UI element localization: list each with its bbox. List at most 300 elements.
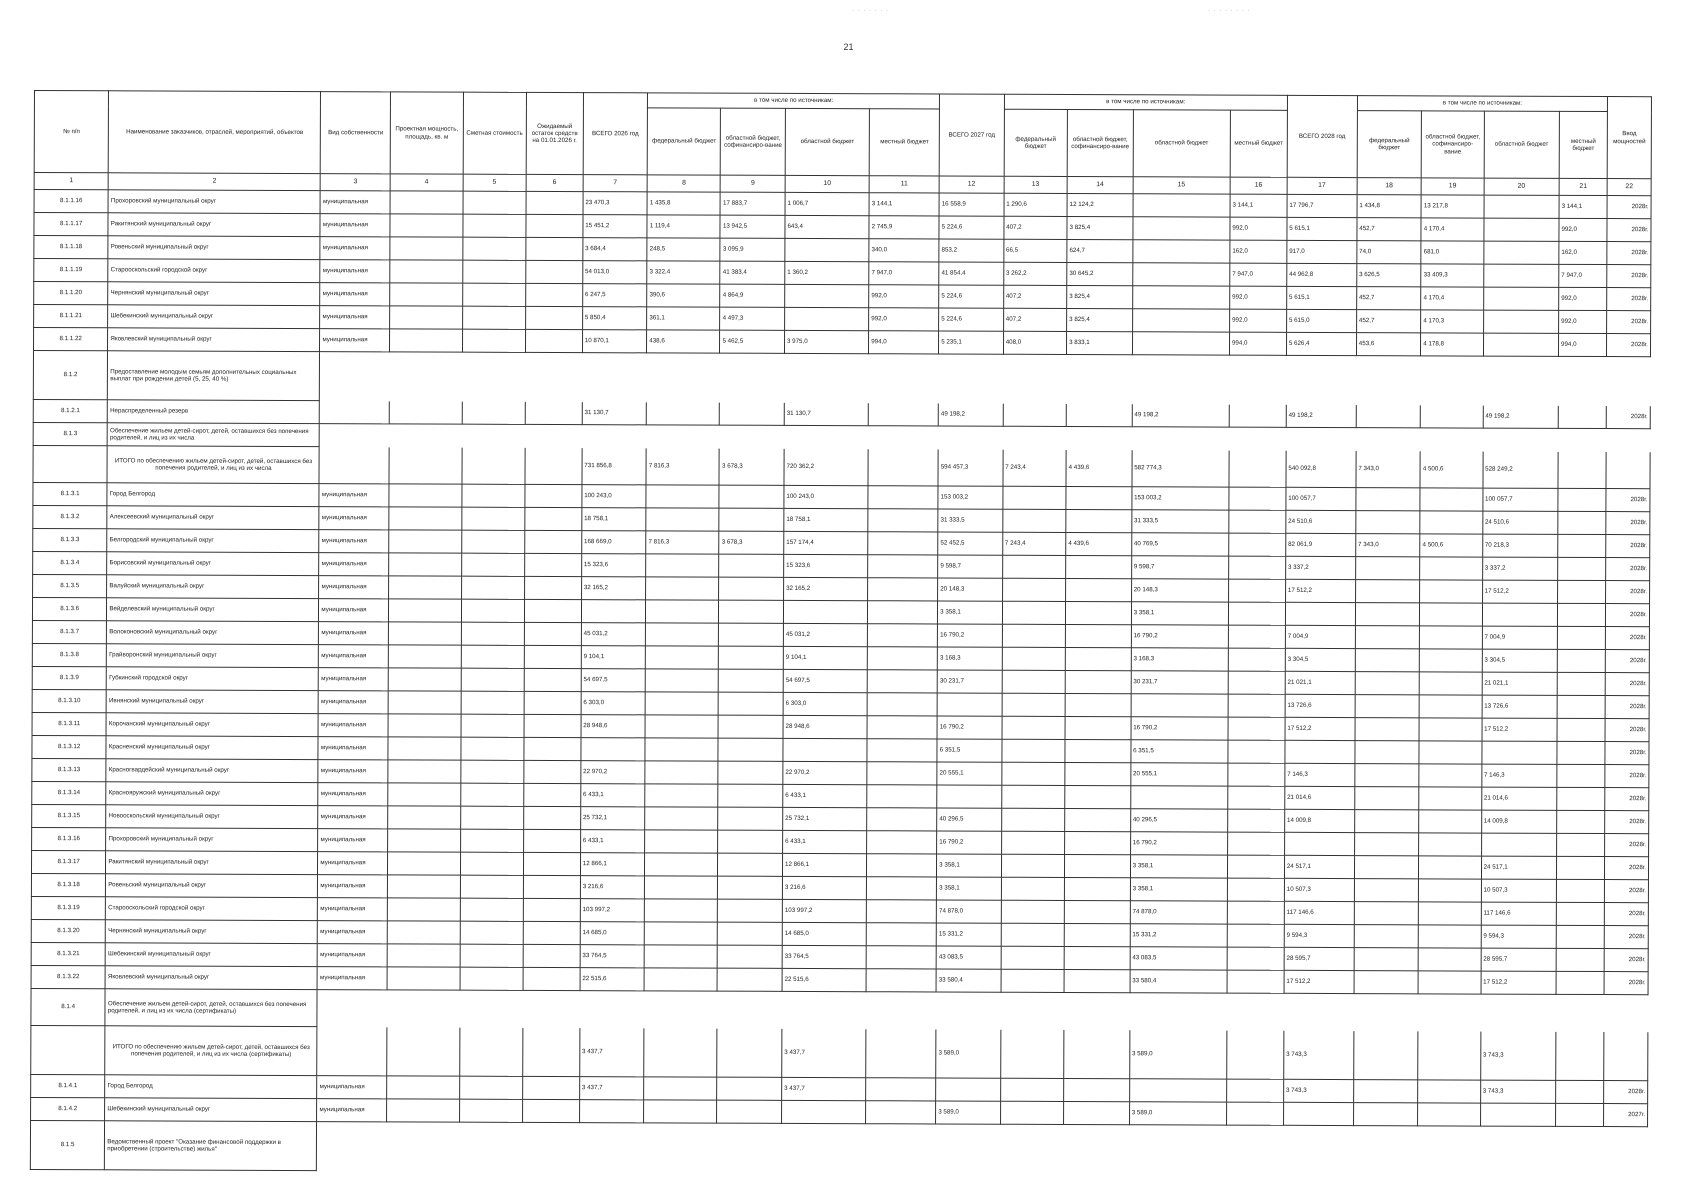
value-cell bbox=[644, 968, 717, 991]
value-cell bbox=[460, 921, 523, 944]
value-cell bbox=[1132, 309, 1229, 332]
row-ownership: муниципальная bbox=[318, 898, 388, 921]
value-cell bbox=[783, 738, 867, 761]
row-name: ИТОГО по обеспечению жильем детей-сирот, детей, оставшихся без попечения родителей, и лиц из их числа (сертификаты) bbox=[105, 1026, 317, 1076]
value-cell bbox=[460, 875, 523, 898]
value-cell bbox=[461, 553, 524, 576]
row-code: 8.1.3.19 bbox=[31, 896, 105, 919]
value-cell: 453,6 bbox=[1356, 333, 1421, 356]
value-cell bbox=[523, 829, 580, 852]
section-filler bbox=[320, 352, 1651, 406]
value-cell: 5 615,1 bbox=[1287, 217, 1357, 240]
value-cell bbox=[460, 852, 523, 875]
value-cell: 44 962,8 bbox=[1287, 263, 1357, 286]
commission-year: 2028г. bbox=[1604, 1081, 1648, 1104]
value-cell bbox=[718, 945, 783, 968]
value-cell: 992,0 bbox=[869, 308, 939, 331]
value-cell bbox=[526, 191, 583, 214]
value-cell bbox=[645, 715, 718, 738]
value-cell bbox=[1356, 488, 1421, 511]
value-cell bbox=[581, 738, 646, 761]
value-cell bbox=[1066, 403, 1132, 426]
value-cell: 22 515,6 bbox=[782, 968, 866, 991]
value-cell bbox=[389, 484, 461, 507]
value-cell: 21 014,6 bbox=[1285, 786, 1355, 809]
value-cell bbox=[719, 669, 784, 692]
section-row bbox=[33, 351, 1650, 406]
value-cell bbox=[868, 403, 938, 426]
value-cell: 13 726,6 bbox=[1482, 695, 1558, 718]
row-name: Ивнянский муниципальный округ bbox=[106, 690, 318, 714]
value-cell bbox=[1354, 948, 1419, 971]
value-cell: 5 224,6 bbox=[939, 285, 1004, 308]
value-cell: 16 790,2 bbox=[938, 624, 1003, 647]
value-cell: 45 031,2 bbox=[783, 623, 867, 646]
value-cell bbox=[1356, 511, 1421, 534]
row-code: 8.1.3.17 bbox=[31, 850, 105, 873]
value-cell: 3 437,7 bbox=[579, 1028, 644, 1077]
value-cell bbox=[1064, 923, 1130, 946]
value-cell: 13 726,6 bbox=[1285, 694, 1355, 717]
value-cell bbox=[1484, 195, 1560, 218]
value-cell: 49 198,2 bbox=[938, 403, 1003, 426]
value-cell bbox=[1065, 693, 1131, 716]
value-cell bbox=[1557, 672, 1605, 695]
value-cell bbox=[390, 191, 462, 214]
commission-year: 2028г. bbox=[1605, 673, 1649, 696]
value-cell: 162,0 bbox=[1230, 240, 1287, 263]
value-cell: 3 684,4 bbox=[583, 238, 648, 261]
value-cell: 3 358,1 bbox=[1130, 855, 1227, 878]
value-cell bbox=[646, 646, 719, 669]
header-capacity: Проектная мощность, площадь, кв. м bbox=[391, 92, 463, 174]
value-cell: 49 198,2 bbox=[1483, 405, 1559, 428]
value-cell bbox=[868, 555, 938, 578]
row-name: Новооскольский муниципальный округ bbox=[106, 805, 318, 829]
value-cell bbox=[524, 599, 581, 622]
value-cell bbox=[1228, 809, 1285, 832]
value-cell: 20 555,1 bbox=[937, 762, 1002, 785]
value-cell bbox=[867, 854, 937, 877]
value-cell: 7 947,0 bbox=[1559, 264, 1607, 287]
value-cell: 54 697,5 bbox=[783, 669, 867, 692]
commission-year: 2028г. bbox=[1604, 972, 1648, 995]
value-cell bbox=[461, 530, 524, 553]
value-cell bbox=[1354, 833, 1419, 856]
value-cell bbox=[866, 969, 936, 992]
value-cell: 3 358,1 bbox=[1130, 878, 1227, 901]
row-code: 8.1.1.17 bbox=[34, 213, 108, 236]
value-cell bbox=[719, 577, 784, 600]
value-cell bbox=[1002, 624, 1065, 647]
value-cell: 3 589,0 bbox=[1129, 1030, 1226, 1079]
value-cell bbox=[1558, 557, 1606, 580]
value-cell: 100 057,7 bbox=[1286, 487, 1356, 510]
commission-year: 2028г. bbox=[1606, 627, 1650, 650]
value-cell: 3 743,3 bbox=[1284, 1030, 1354, 1079]
value-cell: 157 174,4 bbox=[784, 531, 868, 554]
row-name: Корочанский муниципальный округ bbox=[106, 713, 318, 737]
column-number: 12 bbox=[939, 176, 1004, 193]
row-name: Прохоровский муниципальный округ bbox=[108, 190, 320, 214]
commission-year: 2028г. bbox=[1604, 926, 1648, 949]
header-local: местный бюджет bbox=[1230, 110, 1287, 177]
row-name: Валуйский муниципальный округ bbox=[107, 575, 319, 599]
value-cell bbox=[1556, 856, 1604, 879]
value-cell bbox=[1064, 1029, 1130, 1078]
value-cell: 4 864,9 bbox=[720, 284, 785, 307]
value-cell: 17 512,2 bbox=[1284, 970, 1354, 993]
value-cell: 28 948,6 bbox=[783, 715, 867, 738]
value-cell: 9 598,7 bbox=[938, 555, 1003, 578]
value-cell bbox=[1353, 1080, 1418, 1103]
value-cell bbox=[1132, 286, 1229, 309]
value-cell: 18 758,1 bbox=[784, 508, 868, 531]
value-cell: 3 825,4 bbox=[1067, 308, 1133, 331]
value-cell bbox=[1227, 947, 1284, 970]
header-estimate: Сметная стоимость bbox=[463, 92, 527, 174]
header-owner: Вид собственности bbox=[321, 92, 391, 174]
value-cell: 7 947,0 bbox=[1230, 263, 1287, 286]
value-cell bbox=[645, 784, 718, 807]
row-name: Старооскольский городской округ bbox=[106, 897, 318, 921]
value-cell: 3 437,7 bbox=[782, 1077, 866, 1100]
value-cell bbox=[868, 601, 938, 624]
value-cell: 5 235,1 bbox=[939, 331, 1004, 354]
value-cell bbox=[1484, 218, 1560, 241]
commission-year: 2028г. bbox=[1607, 288, 1651, 311]
value-cell bbox=[1133, 194, 1230, 217]
value-cell bbox=[718, 807, 783, 830]
commission-year: 2028г. bbox=[1606, 406, 1650, 429]
value-cell bbox=[524, 576, 581, 599]
column-number: 9 bbox=[721, 175, 786, 192]
value-cell: 16 790,2 bbox=[1131, 625, 1228, 648]
value-cell bbox=[645, 876, 718, 899]
value-cell bbox=[1481, 833, 1557, 856]
row-ownership: муниципальная bbox=[320, 214, 390, 237]
value-cell bbox=[1355, 580, 1420, 603]
value-cell bbox=[460, 783, 523, 806]
value-cell bbox=[462, 260, 525, 283]
value-cell bbox=[1419, 879, 1481, 902]
value-cell: 43 083,5 bbox=[936, 946, 1001, 969]
value-cell: 31 333,5 bbox=[1131, 510, 1228, 533]
value-cell bbox=[390, 401, 462, 424]
value-cell bbox=[1557, 764, 1605, 787]
value-cell: 540 092,8 bbox=[1286, 450, 1356, 487]
row-code: 8.1.1.16 bbox=[34, 190, 108, 213]
value-cell: 10 507,3 bbox=[1284, 878, 1354, 901]
value-cell: 15 323,6 bbox=[784, 554, 868, 577]
value-cell bbox=[1228, 763, 1285, 786]
value-cell: 33 764,5 bbox=[782, 945, 866, 968]
commission-year bbox=[1604, 1032, 1648, 1081]
value-cell bbox=[524, 714, 581, 737]
value-cell: 5 615,1 bbox=[1286, 286, 1356, 309]
value-cell bbox=[868, 532, 938, 555]
value-cell bbox=[1001, 900, 1064, 923]
value-cell bbox=[1001, 946, 1064, 969]
value-cell: 5 626,4 bbox=[1286, 332, 1356, 355]
value-cell: 22 970,2 bbox=[783, 761, 867, 784]
value-cell bbox=[645, 830, 718, 853]
row-name: Ровеньский муниципальный округ bbox=[106, 874, 318, 898]
row-name: Красногвардейский муниципальный округ bbox=[106, 759, 318, 783]
value-cell bbox=[1229, 450, 1286, 487]
row-name: Белгородский муниципальный округ bbox=[107, 529, 319, 553]
value-cell bbox=[525, 484, 582, 507]
header-total-2027: ВСЕГО 2027 год bbox=[939, 94, 1004, 176]
row-name: Шебекинский муниципальный округ bbox=[105, 1098, 317, 1122]
value-cell bbox=[785, 238, 869, 261]
value-cell: 15 331,2 bbox=[936, 923, 1001, 946]
header-regional: областной бюджет bbox=[785, 108, 869, 175]
value-cell: 23 470,3 bbox=[583, 192, 648, 215]
row-name: Ровеньский муниципальный округ bbox=[108, 236, 320, 260]
value-cell bbox=[1065, 624, 1131, 647]
value-cell bbox=[462, 401, 525, 424]
page-number: 21 bbox=[843, 42, 854, 52]
value-cell bbox=[1355, 603, 1420, 626]
table-header bbox=[34, 91, 1651, 196]
value-cell bbox=[719, 646, 784, 669]
header-regional: областной бюджет bbox=[1484, 111, 1560, 178]
commission-year: 2028г. bbox=[1605, 742, 1649, 765]
value-cell bbox=[1556, 925, 1604, 948]
value-cell bbox=[1556, 1080, 1604, 1103]
value-cell bbox=[1229, 404, 1286, 427]
row-code: 8.1.1.20 bbox=[34, 282, 108, 305]
commission-year: 2028г. bbox=[1607, 219, 1651, 242]
value-cell bbox=[1557, 649, 1605, 672]
value-cell bbox=[461, 691, 524, 714]
row-ownership: муниципальная bbox=[319, 599, 389, 622]
value-cell: 992,0 bbox=[1559, 218, 1607, 241]
value-cell: 3 437,7 bbox=[579, 1077, 644, 1100]
value-cell bbox=[1480, 1103, 1556, 1126]
value-cell: 117 146,6 bbox=[1284, 901, 1354, 924]
commission-year: 2028г. bbox=[1607, 334, 1651, 357]
value-cell bbox=[388, 737, 460, 760]
value-cell bbox=[867, 831, 937, 854]
value-cell bbox=[1228, 579, 1285, 602]
value-cell bbox=[525, 553, 582, 576]
value-cell: 4 170,4 bbox=[1421, 218, 1483, 241]
value-cell: 7 816,3 bbox=[646, 531, 719, 554]
value-cell: 32 165,2 bbox=[581, 577, 646, 600]
row-code: 8.1.1.21 bbox=[34, 305, 108, 328]
value-cell bbox=[937, 785, 1002, 808]
value-cell bbox=[462, 214, 525, 237]
value-cell bbox=[388, 806, 460, 829]
section-title: Обеспечение жильем детей-сирот, детей, оставшихся без попечения родителей, и лиц из их числа bbox=[107, 423, 319, 447]
commission-year: 2028г. bbox=[1604, 949, 1648, 972]
value-cell bbox=[1355, 649, 1420, 672]
value-cell: 452,7 bbox=[1356, 287, 1421, 310]
value-cell: 1 435,8 bbox=[647, 192, 720, 215]
value-cell bbox=[460, 806, 523, 829]
value-cell: 6 433,1 bbox=[581, 784, 646, 807]
value-cell bbox=[388, 783, 460, 806]
value-cell: 720 362,2 bbox=[784, 448, 868, 485]
value-cell bbox=[1227, 1079, 1284, 1102]
row-name: Шебекинский муниципальный округ bbox=[105, 943, 317, 967]
value-cell bbox=[1002, 509, 1065, 532]
value-cell: 3 262,2 bbox=[1003, 262, 1066, 285]
row-ownership: муниципальная bbox=[319, 553, 389, 576]
section-filler bbox=[317, 1122, 1648, 1176]
value-cell bbox=[1065, 854, 1131, 877]
row-code: 8.1.3.22 bbox=[31, 965, 105, 988]
row-name: Старооскольский городской округ bbox=[108, 259, 320, 283]
value-cell: 30 231,7 bbox=[937, 670, 1002, 693]
value-cell: 994,0 bbox=[1229, 332, 1286, 355]
value-cell: 20 148,3 bbox=[1131, 579, 1228, 602]
value-cell: 14 009,8 bbox=[1481, 810, 1557, 833]
value-cell: 3 743,3 bbox=[1480, 1031, 1556, 1080]
value-cell bbox=[867, 785, 937, 808]
row-ownership: муниципальная bbox=[318, 806, 388, 829]
value-cell bbox=[645, 761, 718, 784]
value-cell bbox=[1064, 969, 1130, 992]
value-cell bbox=[461, 645, 524, 668]
commission-year: 2028г. bbox=[1605, 719, 1649, 742]
value-cell: 4 500,6 bbox=[1420, 534, 1482, 557]
value-cell bbox=[460, 898, 523, 921]
value-cell: 7 146,3 bbox=[1481, 764, 1557, 787]
value-cell bbox=[1227, 855, 1284, 878]
value-cell bbox=[460, 967, 523, 990]
value-cell bbox=[389, 622, 461, 645]
value-cell: 43 083,5 bbox=[1130, 947, 1227, 970]
row-ownership: муниципальная bbox=[318, 944, 388, 967]
value-cell: 31 333,5 bbox=[938, 509, 1003, 532]
value-cell: 33 580,4 bbox=[936, 969, 1001, 992]
value-cell bbox=[460, 737, 523, 760]
value-cell bbox=[718, 761, 783, 784]
value-cell bbox=[390, 260, 462, 283]
row-ownership: муниципальная bbox=[318, 829, 388, 852]
value-cell bbox=[1419, 695, 1481, 718]
value-cell bbox=[1002, 693, 1065, 716]
value-cell bbox=[719, 715, 784, 738]
header-cofin: областной бюджет, софинансиро-вание bbox=[1421, 111, 1484, 178]
value-cell bbox=[1229, 510, 1286, 533]
value-cell bbox=[1353, 1103, 1418, 1126]
row-ownership: муниципальная bbox=[319, 691, 389, 714]
value-cell bbox=[717, 1028, 782, 1077]
value-cell bbox=[646, 554, 719, 577]
value-cell: 14 685,0 bbox=[580, 922, 645, 945]
value-cell bbox=[1483, 287, 1559, 310]
value-cell bbox=[525, 306, 582, 329]
row-code: 8.1.3.9 bbox=[32, 666, 106, 689]
value-cell bbox=[1000, 1101, 1063, 1124]
value-cell: 390,6 bbox=[647, 284, 720, 307]
value-cell bbox=[644, 1100, 717, 1123]
value-cell bbox=[1420, 511, 1482, 534]
value-cell bbox=[718, 922, 783, 945]
row-ownership: муниципальная bbox=[318, 783, 388, 806]
value-cell bbox=[866, 900, 936, 923]
value-cell bbox=[1227, 970, 1284, 993]
value-cell: 15 323,6 bbox=[581, 554, 646, 577]
value-cell bbox=[1557, 718, 1605, 741]
commission-year bbox=[1606, 452, 1650, 489]
value-cell: 66,5 bbox=[1004, 239, 1067, 262]
row-code: 8.1.3.3 bbox=[33, 528, 107, 551]
row-name: Красненский муниципальный округ bbox=[106, 736, 318, 760]
header-no: № п/п bbox=[34, 91, 109, 173]
total-row bbox=[33, 445, 1650, 488]
value-cell bbox=[1228, 648, 1285, 671]
value-cell bbox=[1418, 948, 1480, 971]
value-cell bbox=[523, 898, 580, 921]
value-cell bbox=[1227, 901, 1284, 924]
value-cell: 4 439,6 bbox=[1066, 532, 1132, 555]
value-cell bbox=[1130, 786, 1227, 809]
value-cell bbox=[523, 944, 580, 967]
value-cell bbox=[1228, 694, 1285, 717]
value-cell bbox=[461, 447, 525, 484]
value-cell bbox=[390, 306, 462, 329]
value-cell: 17 512,2 bbox=[1285, 579, 1355, 602]
value-cell bbox=[1419, 764, 1481, 787]
value-cell bbox=[526, 214, 583, 237]
value-cell: 992,0 bbox=[1230, 309, 1287, 332]
value-cell bbox=[646, 577, 719, 600]
value-cell: 31 130,7 bbox=[582, 402, 647, 425]
value-cell bbox=[1001, 969, 1064, 992]
row-code: 8.1.3 bbox=[33, 422, 107, 445]
value-cell bbox=[1065, 739, 1131, 762]
value-cell bbox=[1132, 332, 1229, 355]
value-cell: 17 512,2 bbox=[1481, 971, 1557, 994]
value-cell bbox=[1419, 787, 1481, 810]
value-cell bbox=[460, 760, 523, 783]
value-cell: 992,0 bbox=[1559, 310, 1607, 333]
value-cell: 117 146,6 bbox=[1481, 902, 1557, 925]
commission-year: 2028г. bbox=[1606, 558, 1650, 581]
value-cell: 16 790,2 bbox=[937, 716, 1002, 739]
value-cell bbox=[524, 737, 581, 760]
value-cell bbox=[1353, 1031, 1418, 1080]
value-cell: 17 796,7 bbox=[1287, 194, 1357, 217]
value-cell bbox=[1558, 488, 1606, 511]
value-cell bbox=[388, 875, 460, 898]
value-cell bbox=[1557, 810, 1605, 833]
commission-year: 2028г. bbox=[1605, 811, 1649, 834]
value-cell bbox=[1228, 625, 1285, 648]
value-cell bbox=[1066, 578, 1132, 601]
value-cell bbox=[525, 447, 582, 484]
value-cell: 2 745,9 bbox=[869, 216, 939, 239]
value-cell: 7 343,0 bbox=[1355, 534, 1420, 557]
value-cell bbox=[1419, 741, 1481, 764]
row-ownership bbox=[320, 401, 390, 424]
value-cell bbox=[388, 921, 460, 944]
value-cell: 4 170,3 bbox=[1421, 310, 1483, 333]
column-number: 10 bbox=[785, 175, 869, 192]
value-cell: 3 144,1 bbox=[1559, 195, 1607, 218]
value-cell bbox=[463, 191, 526, 214]
column-number: 11 bbox=[869, 176, 939, 193]
value-cell bbox=[645, 899, 718, 922]
value-cell: 22 970,2 bbox=[581, 761, 646, 784]
section-filler bbox=[317, 990, 1648, 1032]
value-cell bbox=[1354, 879, 1419, 902]
